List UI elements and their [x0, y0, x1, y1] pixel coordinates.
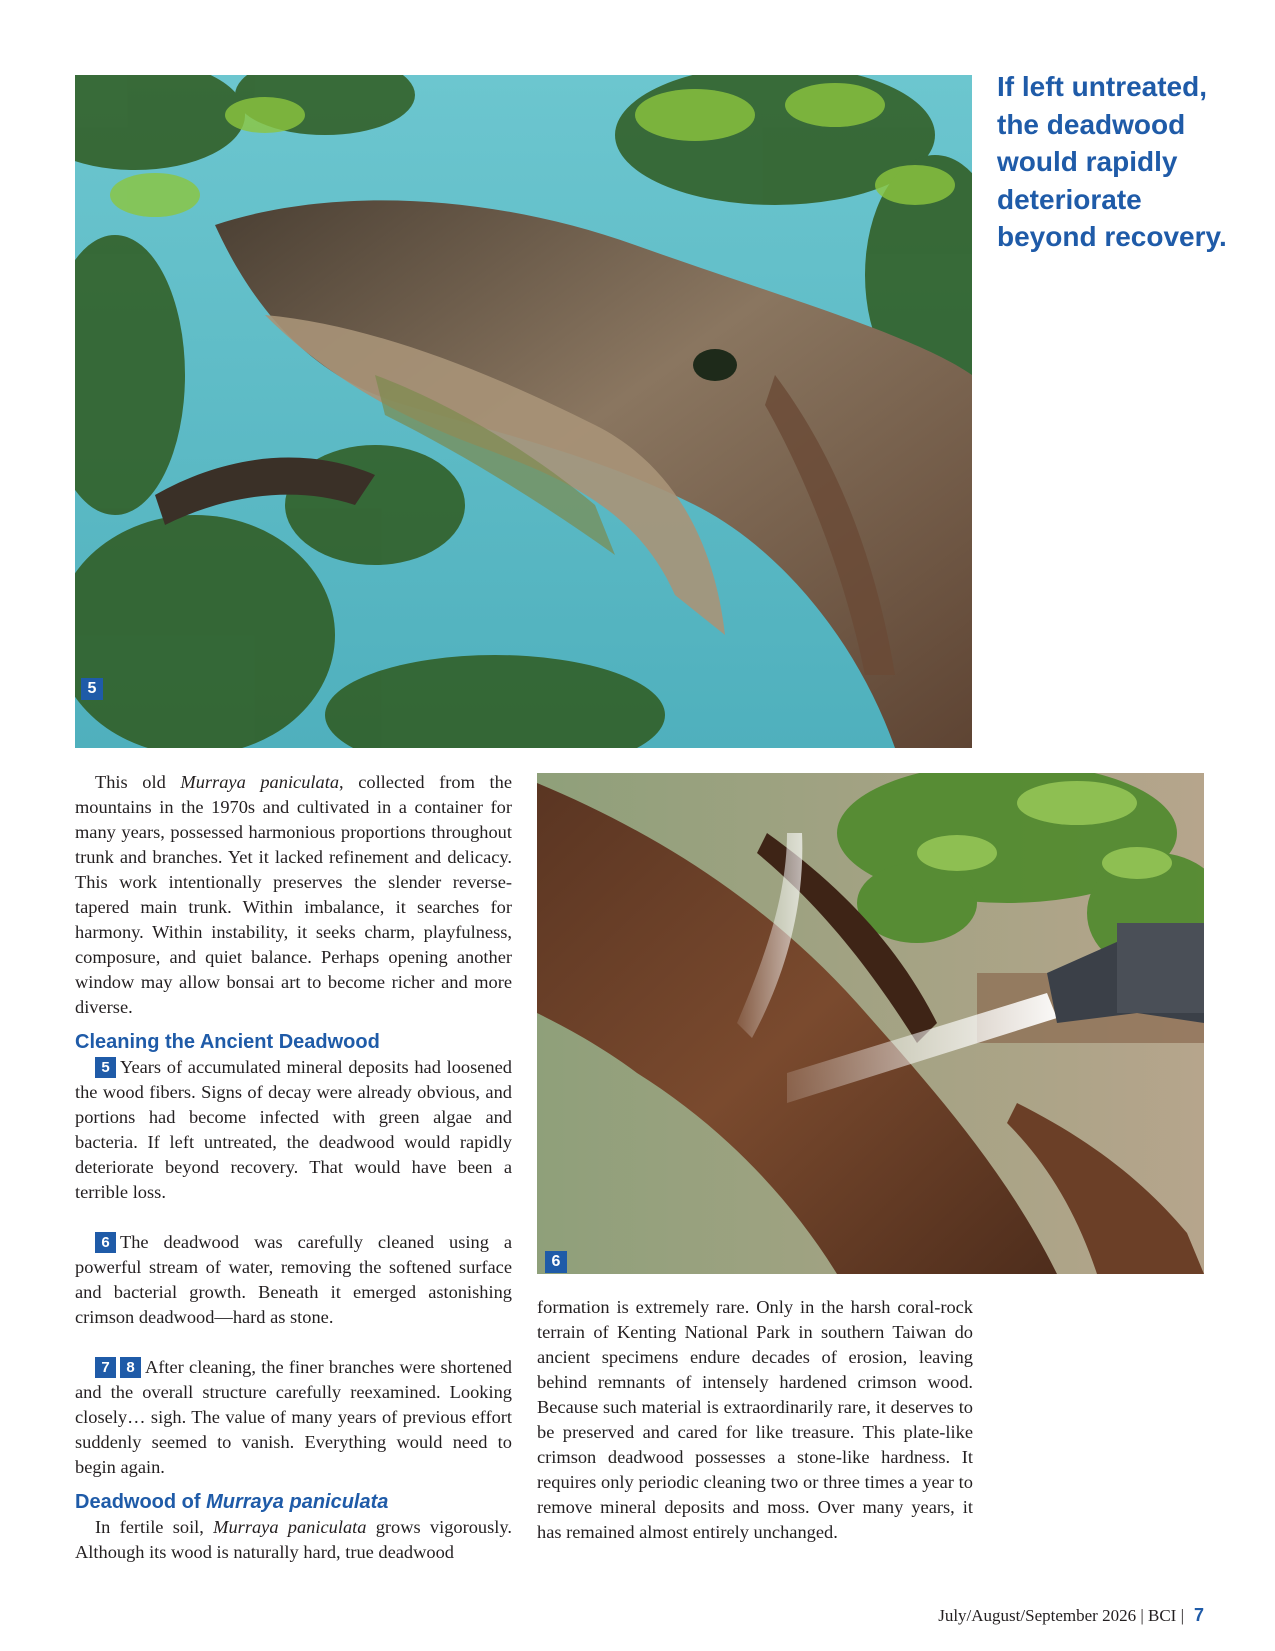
- figure-ref-badge: 5: [95, 1057, 116, 1078]
- heading-text: Deadwood of: [75, 1491, 207, 1513]
- photo-water-cleaning: [537, 773, 1204, 1274]
- article-column-left: [75, 770, 512, 1565]
- paragraph-continued: formation is extremely rare. Only in the harsh coral-rock terrain of Kenting National Park in southern Taiwan do ancient specimens endure decades of erosion, leaving behind remnants of intensely hardened crimson wood. Because such material is extraordinarily rare, it deserves to be preserved and cared for like treasure. This plate-like crimson deadwood possesses a stone-like hardness. It requires only periodic cleaning two or three times a year to remove mineral deposits and moss. Over many years, it has remained almost entirely unchanged.: [537, 1297, 973, 1542]
- paragraph-text: After cleaning, the finer branches were shortened and the overall structure carefully reexamined. Looking closely… sigh. The value of many years of previous effort suddenly seemed to vanish. Everything would need to begin again.: [75, 1357, 512, 1477]
- page-number: 7: [1193, 1605, 1204, 1625]
- article-column-right: [537, 1295, 973, 1545]
- paragraph-text: grows vigorously. Although its wood is naturally hard, true deadwood: [75, 1517, 512, 1562]
- paragraph-fertile-soil: [75, 1515, 512, 1565]
- paragraph-text: The deadwood was carefully cleaned using a powerful stream of water, removing the softened surface and bacterial growth. Beneath it emerged astonishing crimson deadwood—hard as stone.: [75, 1232, 512, 1327]
- species-name: Murraya paniculata: [180, 772, 340, 792]
- intro-text-start: This old: [95, 772, 181, 792]
- species-name: Murraya paniculata: [213, 1517, 367, 1537]
- issue-date: July/August/September 2026: [938, 1606, 1137, 1625]
- separator: |: [1176, 1606, 1184, 1625]
- separator: |: [1136, 1606, 1148, 1625]
- magazine-name: BCI: [1147, 1606, 1177, 1625]
- photo-deadwood-trunk: [75, 75, 972, 748]
- figure-ref-badge: 8: [120, 1357, 141, 1378]
- figure-ref-badge: 7: [95, 1357, 116, 1378]
- section-heading-cleaning: Cleaning the Ancient Deadwood: [75, 1031, 380, 1053]
- intro-paragraph: [75, 770, 512, 1020]
- pull-quote: If left untreated, the deadwood would rapidly deteriorate beyond recovery.: [997, 71, 1227, 253]
- paragraph-branches-shortened: [75, 1355, 512, 1480]
- paragraph-text: Years of accumulated mineral deposits had loosened the wood fibers. Signs of decay were already obvious, and portions had become infected with green algae and bacteria. If left untreated, the deadwood would rapidly deteriorate beyond recovery. That would have been a terrible loss.: [75, 1057, 512, 1202]
- section-heading-deadwood: [75, 1490, 512, 1515]
- figure-number-badge: 6: [545, 1251, 567, 1273]
- intro-text-rest: , collected from the mountains in the 1970s and cultivated in a container for many years, possessed harmonious proportions throughout trunk and branches. Yet it lacked refinement and delicacy. This work intentionally preserves the slender reverse-tapered main trunk. Within imbalance, it searches for harmony. Within instability, it seeks charm, playfulness, composure, and quiet balance. Perhaps opening another window may allow bonsai art to become richer and more diverse.: [75, 772, 512, 1017]
- species-name: Murraya paniculata: [206, 1491, 389, 1513]
- paragraph-mineral-deposits: [75, 1055, 512, 1205]
- page-footer: [938, 1603, 1204, 1628]
- paragraph-water-cleaning: [75, 1230, 512, 1330]
- paragraph-text: In fertile soil,: [95, 1517, 214, 1537]
- figure-ref-badge: 6: [95, 1232, 116, 1253]
- figure-number-badge: 5: [81, 678, 103, 700]
